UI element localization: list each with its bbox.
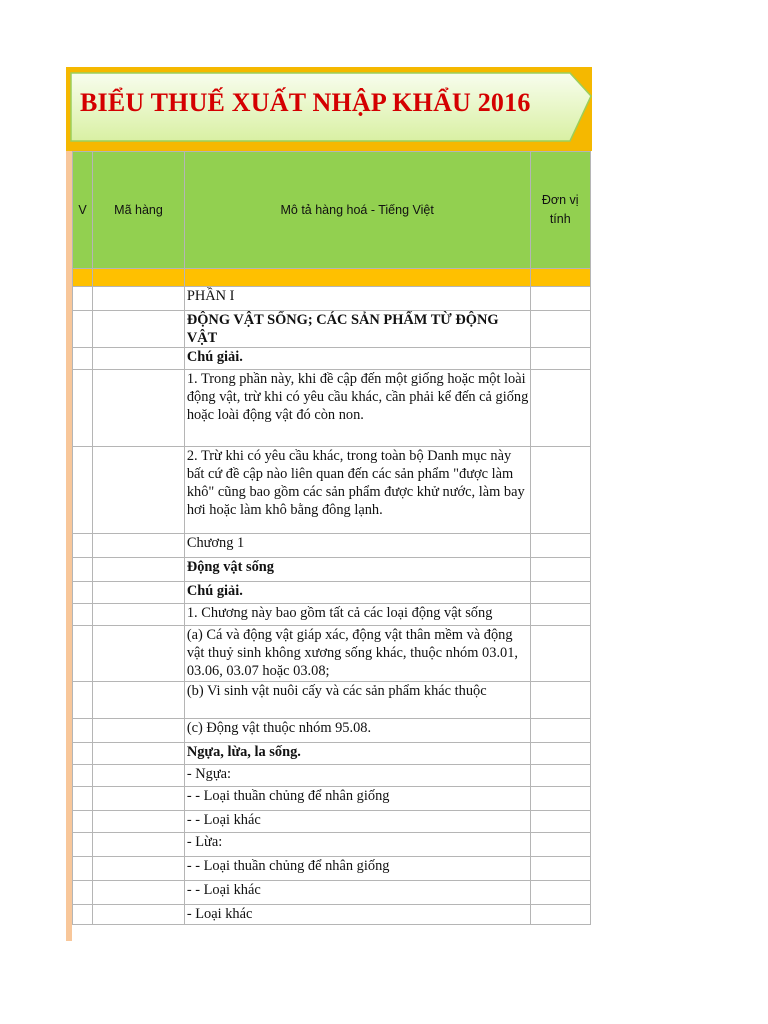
mo-ta-cell[interactable]: - Ngựa: — [184, 765, 530, 787]
mo-ta-cell[interactable]: 2. Trừ khi có yêu cầu khác, trong toàn bộ Danh mục này bất cứ đề cập nào liên quan đến các sản phẩm "được làm khô" cũng bao gồm các sản phẩm được khử nước, làm bay hơi hoặc làm khô bằng đông lạnh. — [184, 447, 530, 534]
don-vi-cell[interactable] — [530, 582, 591, 604]
mo-ta-cell[interactable]: 1. Trong phần này, khi đề cập đến một giống hoặc một loài động vật, trừ khi có yêu cầu khác, cần phải kể đến cả giống hoặc loài động vật đó còn non. — [184, 370, 530, 447]
ma-hang-cell[interactable] — [93, 348, 185, 370]
don-vi-cell[interactable] — [530, 348, 591, 370]
v-cell[interactable] — [73, 447, 93, 534]
header-v: V — [73, 152, 93, 269]
mo-ta-cell[interactable]: (a) Cá và động vật giáp xác, động vật thân mềm và động vật thuỷ sinh không xương sống khác, thuộc nhóm 03.01, 03.06, 03.07 hoặc 03.08; — [184, 626, 530, 682]
table-row — [73, 905, 591, 925]
header-row — [73, 152, 591, 269]
table-row — [73, 311, 591, 348]
don-vi-cell[interactable] — [530, 743, 591, 765]
mo-ta-cell[interactable]: (b) Vi sinh vật nuôi cấy và các sản phẩm khác thuộc — [184, 682, 530, 719]
don-vi-cell[interactable] — [530, 370, 591, 447]
table-row — [73, 604, 591, 626]
spacer-cell — [184, 269, 530, 287]
spacer-cell — [93, 269, 185, 287]
v-cell[interactable] — [73, 811, 93, 833]
don-vi-cell[interactable] — [530, 905, 591, 925]
mo-ta-cell[interactable]: ĐỘNG VẬT SỐNG; CÁC SẢN PHẨM TỪ ĐỘNG VẬT — [184, 311, 530, 348]
mo-ta-cell[interactable]: Ngựa, lừa, la sống. — [184, 743, 530, 765]
ma-hang-cell[interactable] — [93, 558, 185, 582]
table-row — [73, 881, 591, 905]
table-row — [73, 447, 591, 534]
don-vi-cell[interactable] — [530, 534, 591, 558]
ma-hang-cell[interactable] — [93, 682, 185, 719]
v-cell[interactable] — [73, 833, 93, 857]
ma-hang-cell[interactable] — [93, 287, 185, 311]
table-row — [73, 719, 591, 743]
spacer-cell — [530, 269, 591, 287]
ma-hang-cell[interactable] — [93, 881, 185, 905]
v-cell[interactable] — [73, 287, 93, 311]
v-cell[interactable] — [73, 765, 93, 787]
table-row — [73, 743, 591, 765]
v-cell[interactable] — [73, 881, 93, 905]
header-mo-ta: Mô tả hàng hoá - Tiếng Việt — [184, 152, 530, 269]
v-cell[interactable] — [73, 558, 93, 582]
v-cell[interactable] — [73, 719, 93, 743]
mo-ta-cell[interactable]: Chú giải. — [184, 582, 530, 604]
table-row — [73, 370, 591, 447]
don-vi-cell[interactable] — [530, 833, 591, 857]
v-cell[interactable] — [73, 534, 93, 558]
document-title: BIỂU THUẾ XUẤT NHẬP KHẨU 2016 — [80, 88, 531, 117]
mo-ta-cell[interactable]: - - Loại thuần chủng để nhân giống — [184, 787, 530, 811]
don-vi-cell[interactable] — [530, 765, 591, 787]
ma-hang-cell[interactable] — [93, 447, 185, 534]
v-cell[interactable] — [73, 905, 93, 925]
spreadsheet — [66, 67, 592, 941]
v-cell[interactable] — [73, 787, 93, 811]
ma-hang-cell[interactable] — [93, 857, 185, 881]
table-row — [73, 811, 591, 833]
ma-hang-cell[interactable] — [93, 311, 185, 348]
ma-hang-cell[interactable] — [93, 833, 185, 857]
v-cell[interactable] — [73, 311, 93, 348]
header-ma-hang: Mã hàng — [93, 152, 185, 269]
ma-hang-cell[interactable] — [93, 626, 185, 682]
v-cell[interactable] — [73, 348, 93, 370]
don-vi-cell[interactable] — [530, 311, 591, 348]
ma-hang-cell[interactable] — [93, 743, 185, 765]
mo-ta-cell[interactable]: - - Loại khác — [184, 881, 530, 905]
table-row — [73, 682, 591, 719]
v-cell[interactable] — [73, 682, 93, 719]
mo-ta-cell[interactable]: (c) Động vật thuộc nhóm 95.08. — [184, 719, 530, 743]
v-cell[interactable] — [73, 743, 93, 765]
v-cell[interactable] — [73, 582, 93, 604]
mo-ta-cell[interactable]: Chú giải. — [184, 348, 530, 370]
table-body — [73, 287, 591, 925]
table-row — [73, 582, 591, 604]
table-row — [73, 765, 591, 787]
ma-hang-cell[interactable] — [93, 370, 185, 447]
don-vi-cell[interactable] — [530, 604, 591, 626]
mo-ta-cell[interactable]: Chương 1 — [184, 534, 530, 558]
header-don-vi — [530, 152, 591, 269]
mo-ta-cell[interactable]: PHẦN I — [184, 287, 530, 311]
ma-hang-cell[interactable] — [93, 905, 185, 925]
header-don-vi-line-2: tính — [549, 212, 571, 226]
title-banner — [66, 67, 592, 151]
header-don-vi-line-1: Đơn vị — [541, 193, 579, 207]
mo-ta-cell[interactable]: Động vật sống — [184, 558, 530, 582]
mo-ta-cell[interactable]: - - Loại thuần chủng để nhân giống — [184, 857, 530, 881]
don-vi-cell[interactable] — [530, 447, 591, 534]
don-vi-cell[interactable] — [530, 682, 591, 719]
ma-hang-cell[interactable] — [93, 811, 185, 833]
table-row — [73, 626, 591, 682]
table-row — [73, 534, 591, 558]
ma-hang-cell[interactable] — [93, 582, 185, 604]
table-row — [73, 833, 591, 857]
mo-ta-cell[interactable]: - - Loại khác — [184, 811, 530, 833]
ma-hang-cell[interactable] — [93, 765, 185, 787]
mo-ta-cell[interactable]: - Lừa: — [184, 833, 530, 857]
table-row — [73, 857, 591, 881]
tariff-table — [72, 151, 591, 925]
v-cell[interactable] — [73, 626, 93, 682]
spacer-cell — [73, 269, 93, 287]
don-vi-cell[interactable] — [530, 811, 591, 833]
don-vi-cell[interactable] — [530, 558, 591, 582]
ma-hang-cell[interactable] — [93, 534, 185, 558]
spacer-row — [73, 269, 591, 287]
v-cell[interactable] — [73, 604, 93, 626]
don-vi-cell[interactable] — [530, 626, 591, 682]
ma-hang-cell[interactable] — [93, 719, 185, 743]
mo-ta-cell[interactable]: 1. Chương này bao gồm tất cả các loại động vật sống — [184, 604, 530, 626]
table-row — [73, 558, 591, 582]
don-vi-cell[interactable] — [530, 881, 591, 905]
don-vi-cell[interactable] — [530, 857, 591, 881]
mo-ta-cell[interactable]: - Loại khác — [184, 905, 530, 925]
v-cell[interactable] — [73, 857, 93, 881]
ma-hang-cell[interactable] — [93, 787, 185, 811]
table-row — [73, 348, 591, 370]
table-row — [73, 287, 591, 311]
don-vi-cell[interactable] — [530, 787, 591, 811]
ma-hang-cell[interactable] — [93, 604, 185, 626]
table-row — [73, 787, 591, 811]
don-vi-cell[interactable] — [530, 719, 591, 743]
v-cell[interactable] — [73, 370, 93, 447]
don-vi-cell[interactable] — [530, 287, 591, 311]
